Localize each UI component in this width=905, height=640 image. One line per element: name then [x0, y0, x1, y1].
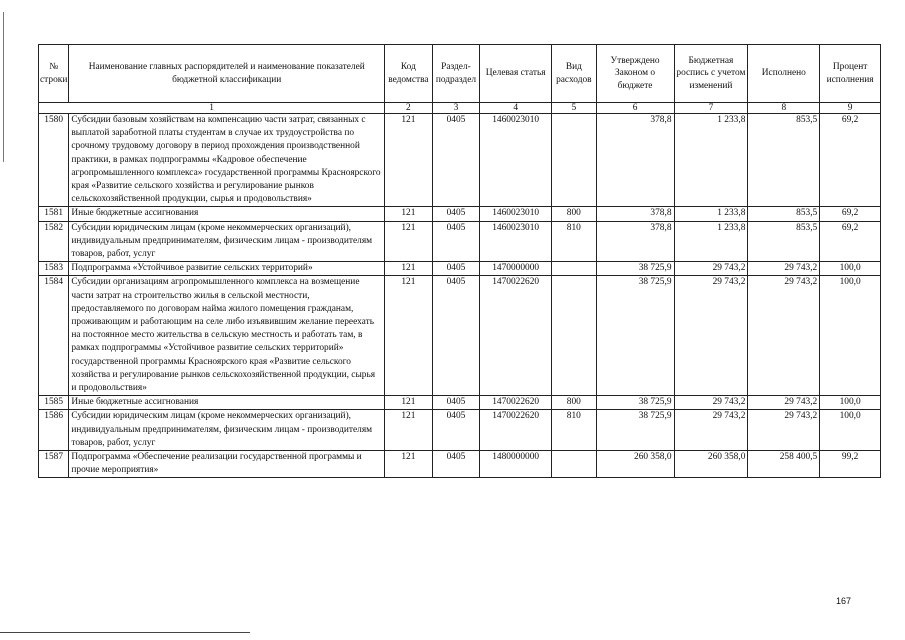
- row-number: 1584: [39, 276, 69, 396]
- row-section: 0405: [432, 262, 480, 276]
- row-kind: 800: [552, 207, 597, 221]
- row-number: 1583: [39, 262, 69, 276]
- row-approved: 38 725,9: [596, 262, 674, 276]
- table-row: [39, 114, 881, 207]
- row-approved: 38 725,9: [596, 410, 674, 451]
- row-executed: 29 743,2: [748, 262, 820, 276]
- row-approved: 260 358,0: [596, 451, 674, 478]
- row-executed: 258 400,5: [748, 451, 820, 478]
- table-row: [39, 396, 881, 410]
- row-number: 1581: [39, 207, 69, 221]
- row-percent: 100,0: [820, 396, 881, 410]
- table-row: [39, 451, 881, 478]
- row-name: Подпрограмма «Обеспечение реализации государственной программы и прочие мероприятия»: [69, 451, 385, 478]
- row-target: 1460023010: [480, 207, 552, 221]
- header-target-article: Целевая статья: [480, 45, 552, 103]
- row-target: 1470000000: [480, 262, 552, 276]
- column-number: 5: [552, 103, 597, 114]
- row-percent: 100,0: [820, 276, 881, 396]
- row-percent: 69,2: [820, 114, 881, 207]
- row-number: 1586: [39, 410, 69, 451]
- row-name: Субсидии организациям агропромышленного комплекса на возмещение части затрат на строительство жилья в сельской местности, предоставляемого по договорам найма жилого помещения гражданам, проживающим и работающим на селе либо изъявившим желание переехать на постоянное место жительства в сельскую местность и работать там, в рамках подпрограммы «Устойчивое развитие сельских территорий» государственной программы Красноярского края «Развитие сельского хозяйства и регулирование рынков сельскохозяйственной продукции, сырья и продовольствия»: [69, 276, 385, 396]
- column-number-row: [39, 103, 881, 114]
- row-approved: 378,8: [596, 207, 674, 221]
- row-section: 0405: [432, 114, 480, 207]
- row-section: 0405: [432, 410, 480, 451]
- row-percent: 69,2: [820, 221, 881, 262]
- row-number: 1582: [39, 221, 69, 262]
- header-row: [39, 45, 881, 103]
- row-approved: 378,8: [596, 114, 674, 207]
- row-kind: [552, 114, 597, 207]
- header-schedule: Бюджетная роспись с учетом изменений: [674, 45, 748, 103]
- row-section: 0405: [432, 221, 480, 262]
- row-name: Иные бюджетные ассигнования: [69, 207, 385, 221]
- row-section: 0405: [432, 276, 480, 396]
- row-schedule: 29 743,2: [674, 410, 748, 451]
- row-section: 0405: [432, 451, 480, 478]
- column-number: 8: [748, 103, 820, 114]
- budget-table: [38, 44, 881, 478]
- row-name: Подпрограмма «Устойчивое развитие сельских территорий»: [69, 262, 385, 276]
- row-section: 0405: [432, 207, 480, 221]
- row-executed: 29 743,2: [748, 396, 820, 410]
- header-percent: Процент исполнения: [820, 45, 881, 103]
- row-schedule: 29 743,2: [674, 262, 748, 276]
- margin-line: [3, 12, 4, 162]
- row-name: Субсидии юридическим лицам (кроме некоммерческих организаций), индивидуальным предпринимателям, физическим лицам - производителям товаров, работ, услуг: [69, 410, 385, 451]
- row-dept: 121: [385, 262, 433, 276]
- header-approved: Утверждено Законом о бюджете: [596, 45, 674, 103]
- column-number: 4: [480, 103, 552, 114]
- column-number: 1: [39, 103, 385, 114]
- row-schedule: 1 233,8: [674, 221, 748, 262]
- row-target: 1480000000: [480, 451, 552, 478]
- row-schedule: 29 743,2: [674, 276, 748, 396]
- bottom-rule: [0, 632, 250, 633]
- row-target: 1470022620: [480, 410, 552, 451]
- column-number: 7: [674, 103, 748, 114]
- row-dept: 121: [385, 396, 433, 410]
- row-dept: 121: [385, 451, 433, 478]
- row-schedule: 260 358,0: [674, 451, 748, 478]
- row-executed: 29 743,2: [748, 276, 820, 396]
- row-schedule: 1 233,8: [674, 114, 748, 207]
- row-target: 1460023010: [480, 114, 552, 207]
- row-executed: 29 743,2: [748, 410, 820, 451]
- row-kind: 800: [552, 396, 597, 410]
- row-schedule: 1 233,8: [674, 207, 748, 221]
- row-approved: 378,8: [596, 221, 674, 262]
- row-percent: 69,2: [820, 207, 881, 221]
- column-number: 6: [596, 103, 674, 114]
- header-expense-kind: Вид расходов: [552, 45, 597, 103]
- row-schedule: 29 743,2: [674, 396, 748, 410]
- row-percent: 100,0: [820, 410, 881, 451]
- row-executed: 853,5: [748, 114, 820, 207]
- row-approved: 38 725,9: [596, 396, 674, 410]
- row-name: Иные бюджетные ассигнования: [69, 396, 385, 410]
- table-row: [39, 410, 881, 451]
- row-executed: 853,5: [748, 221, 820, 262]
- row-dept: 121: [385, 276, 433, 396]
- table-row: [39, 276, 881, 396]
- row-kind: [552, 276, 597, 396]
- table-row: [39, 207, 881, 221]
- table-row: [39, 262, 881, 276]
- header-executed: Исполнено: [748, 45, 820, 103]
- row-target: 1470022620: [480, 276, 552, 396]
- row-kind: 810: [552, 221, 597, 262]
- row-executed: 853,5: [748, 207, 820, 221]
- row-section: 0405: [432, 396, 480, 410]
- page-number: 167: [836, 596, 852, 606]
- row-number: 1587: [39, 451, 69, 478]
- row-dept: 121: [385, 114, 433, 207]
- row-approved: 38 725,9: [596, 276, 674, 396]
- row-percent: 99,2: [820, 451, 881, 478]
- header-dept-code: Код ведомства: [385, 45, 433, 103]
- row-target: 1470022620: [480, 396, 552, 410]
- row-dept: 121: [385, 221, 433, 262]
- row-dept: 121: [385, 207, 433, 221]
- row-kind: [552, 262, 597, 276]
- column-number: 2: [385, 103, 433, 114]
- row-percent: 100,0: [820, 262, 881, 276]
- column-number: 9: [820, 103, 881, 114]
- row-name: Субсидии юридическим лицам (кроме некоммерческих организаций), индивидуальным предпринимателям, физическим лицам - производителям товаров, работ, услуг: [69, 221, 385, 262]
- column-number: 3: [432, 103, 480, 114]
- row-number: 1580: [39, 114, 69, 207]
- row-number: 1585: [39, 396, 69, 410]
- header-row-number: № строки: [39, 45, 69, 103]
- row-target: 1460023010: [480, 221, 552, 262]
- header-name: Наименование главных распорядителей и наименование показателей бюджетной классификации: [69, 45, 385, 103]
- row-dept: 121: [385, 410, 433, 451]
- row-kind: 810: [552, 410, 597, 451]
- row-kind: [552, 451, 597, 478]
- row-name: Субсидии базовым хозяйствам на компенсацию части затрат, связанных с выплатой заработной платы студентам в случае их трудоустройства по срочному трудовому договору в период прохождения производственной практики, в рамках подпрограммы «Кадровое обеспечение агропромышленного комплекса» государственной программы Красноярского края «Развитие сельского хозяйства и регулирование рынков сельскохозяйственной продукции, сырья и продовольствия»: [69, 114, 385, 207]
- table-row: [39, 221, 881, 262]
- header-section: Раздел-подраздел: [432, 45, 480, 103]
